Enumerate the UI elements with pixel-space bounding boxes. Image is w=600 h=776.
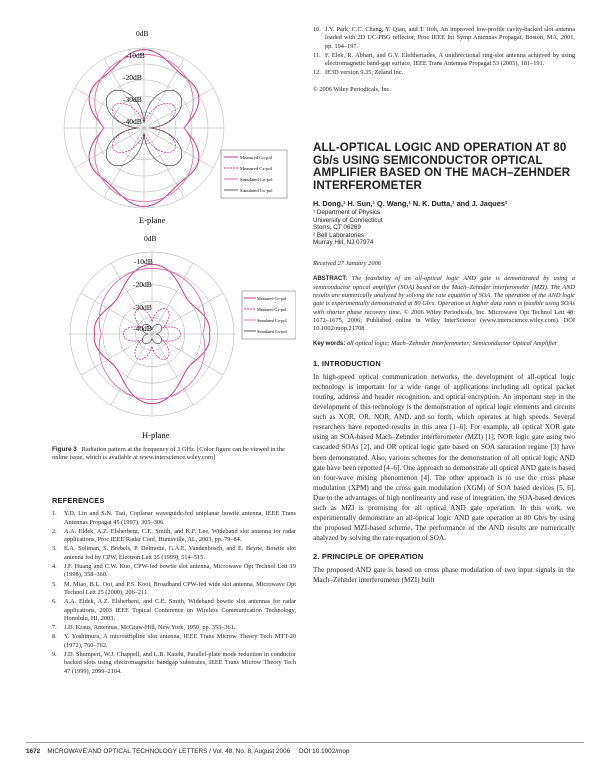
affiliation-line: ² Bell Laboratories bbox=[313, 231, 365, 239]
reference-number: 12. bbox=[313, 69, 321, 77]
legend bbox=[221, 150, 287, 198]
reference-item bbox=[52, 581, 296, 598]
legend-measured-copol: Measured Co-pol bbox=[257, 296, 287, 301]
legend-simulated-cxpol: Simulated Cx-pol bbox=[257, 329, 287, 334]
db-label-20: -20dB bbox=[133, 280, 152, 289]
affiliation-line: Murray Hill, NJ 07974 bbox=[313, 239, 374, 246]
references-heading: REFERENCES bbox=[52, 496, 105, 505]
db-label-0: 0dB bbox=[136, 29, 149, 38]
reference-text: J.D. Kraus, Antennas, McGraw-Hill, New York, 1950, pp. 353–361. bbox=[64, 624, 236, 632]
affiliation-line: Storrs, CT 06269 bbox=[313, 224, 361, 232]
principle-text: The proposed AND gate is based on cross phase modulation of two input signals in the Mach–Zehnder interferometer (MZI) built bbox=[313, 566, 575, 585]
e-plane-radiation-plot bbox=[26, 26, 296, 226]
reference-text: F. Elek, R. Abhari, and G.V. Eleftheriades, A unidirectional ring-slot antenna achieved by using electromagnetic band-gap surface, IEEE Trans Antennas Propagat 53 (2005), 181–191. bbox=[325, 51, 575, 68]
reference-number: 5. bbox=[52, 580, 57, 588]
reference-item bbox=[52, 624, 296, 632]
db-label-40: -40dB bbox=[133, 324, 152, 333]
reference-item bbox=[313, 52, 575, 69]
e-plane-label: E-plane bbox=[139, 215, 166, 225]
reference-text: A.A. Eldek, A.Z. Elsherbeni, and C.E. Smith, Wideband bowtie slot antennas for radar applications, 2003 IEEE Topical Conference on Wireless Communication Technology, Honolulu, HI, 2003. bbox=[64, 598, 296, 622]
affiliations bbox=[313, 209, 575, 246]
abstract-text: The feasibility of an all-optical logic AND gate is demonstrated by using a semiconductor optical amplifier (SOA) based on the Mach–Zehnder interferometer (MZI). The AND results are numerically analyzed by solving the rate equation of SOA. The operation of the AND logic gate is experimentally demonstrated at 80 Gb/s. Operation at higher data rates is feasible using SOAs with shorter phase recovery time. bbox=[313, 275, 575, 316]
legend-simulated-cxpol: Simulated Cx-pol bbox=[240, 188, 273, 193]
keywords-text: all optical logic; Mach–Zehnder Interferometer; Semiconductor Optical Amplifier bbox=[346, 340, 558, 348]
reference-item bbox=[313, 26, 575, 51]
authors: H. Dong,¹ H. Sun,¹ Q. Wang,¹ N. K. Dutta,¹ and J. Jaques² bbox=[313, 199, 508, 209]
db-label-30: -30dB bbox=[123, 95, 142, 104]
legend-measured-copol: Measured Co-pol bbox=[240, 155, 273, 160]
reference-text: IE3D version 9.35, Zeland Inc. bbox=[325, 69, 404, 77]
intro-heading: 1. INTRODUCTION bbox=[313, 358, 381, 368]
abstract bbox=[313, 275, 575, 333]
reference-item bbox=[52, 545, 296, 562]
legend-simulated-copol: Simulated Co-pol bbox=[257, 318, 287, 323]
affiliation-line: University of Connecticut bbox=[313, 216, 383, 224]
journal-name: MICROWAVE AND OPTICAL TECHNOLOGY LETTERS / Vol. 48, No. 8, August 2006 bbox=[47, 748, 291, 755]
reference-number: 9. bbox=[52, 651, 57, 659]
reference-text: M. Miao, B.L. Ooi, and P.S. Kooi, Broadband CPW-fed wide slot antenna, Microwave Opt Technol Lett 25 (2000), 206–211. bbox=[64, 580, 296, 596]
reference-text: E.A. Soliman, S. Brebels, P. Delmotte, G.A.E. Vandenbosch, and E. Beyne, Bowtie slot antenna fed by CPW, Electron Lett 35 (1999), 514–515. bbox=[64, 545, 296, 561]
page-number: 1672 bbox=[26, 748, 41, 755]
legend-measured-cxpol: Measured Cx-pol bbox=[257, 307, 287, 312]
references-left bbox=[52, 497, 296, 677]
affiliation-line: ¹ Department of Physics bbox=[313, 209, 381, 217]
reference-item bbox=[52, 563, 296, 580]
db-label-20: -20dB bbox=[123, 73, 142, 82]
references-right bbox=[313, 26, 575, 94]
principle-heading: 2. PRINCIPLE OF OPERATION bbox=[313, 552, 424, 562]
reference-item bbox=[313, 69, 575, 77]
legend bbox=[242, 291, 296, 339]
article bbox=[313, 142, 575, 586]
reference-text: J.D. Shumpert, W.J. Chappell, and L.B. Katehi, Parallel-plate mode reduction in conductor backed slots using electromagnetic bandgap substrates, IEEE Trans Microw Theory Tech 47 (1999), 2099–2104. bbox=[64, 651, 296, 675]
db-label-10: -10dB bbox=[134, 257, 153, 266]
reference-number: 7. bbox=[52, 624, 57, 632]
reference-number: 8. bbox=[52, 633, 57, 641]
abstract-tail: © 2006 Wiley Periodicals, Inc. Microwave Opt Technol Lett 48: 1672–1675, 2006; Published online in Wiley InterScience (www.interscience.wiley.com). DOI 10.1002/mop.21708 bbox=[313, 308, 575, 333]
article-title: ALL-OPTICAL LOGIC AND OPERATION AT 80 Gb/s USING SEMICONDUCTOR OPTICAL AMPLIFIER BASED ON THE MACH–ZEHNDER INTERFEROMETER bbox=[313, 141, 571, 192]
keywords bbox=[313, 340, 575, 348]
db-label-10: -10dB bbox=[126, 51, 145, 60]
reference-item bbox=[52, 598, 296, 623]
intro-text: In high-speed optical communication networks, the development of all-optical logic technology is important for a wide range of applications including all optical packet routing, address and header recognition, and optical encryption. An important step in the development of this technology is the demonstration of optical logic elements and circuits such as XOR, OR, NOR, AND, and so forth, which operates at high speeds. Several researchers have reported results in this area [1–6]. For example, all optical XOR gate using an SOA-based Mach–Zehnder interferometer (MZI) [1], NOR logic gate using two cascaded SOAs [2], and OR optical logic gate based on SOA saturation regime [3] have been demonstrated. Also, various schemes for the demonstration of all optical logic AND gate have been reported [4–6]. One approach to demonstrate all optical AND gate is based on four-wave mixing phenomenon [4]. The other approach is to use the cross phase modulation (XPM) and the cross gain modulation (XGM) of SOA based devices [5, 6]. Due to the advantages of high nonlinearity and ease of integration, the SOA-based devices such as MZI is promising for all optical AND gate operation. In this work, we experimentally demonstrate an all-optical logic AND gate operation at 80 Gb/s by using the proposed MZI-based scheme. The performance of the AND results are numerically analyzed by solving the rate equation of SOA. bbox=[313, 372, 575, 543]
reference-number: 6. bbox=[52, 598, 57, 606]
db-label-40: -40dB bbox=[123, 117, 142, 126]
reference-number: 3. bbox=[52, 545, 57, 553]
db-label-0: 0dB bbox=[144, 234, 157, 243]
reference-text: Y. Yoshimura, A microstripline slot antenna, IEEE Trans Microw Theory Tech MTT-20 (1972), 760–762. bbox=[64, 633, 296, 649]
reference-number: 11. bbox=[313, 51, 321, 59]
keywords-label: Key words: bbox=[313, 341, 346, 348]
footer-rule bbox=[26, 742, 584, 743]
legend-measured-cxpol: Measured Cx-pol bbox=[240, 166, 273, 171]
reference-item bbox=[52, 510, 296, 527]
figure-3 bbox=[26, 26, 296, 446]
legend-simulated-copol: Simulated Co-pol bbox=[240, 177, 273, 182]
reference-text: J.F. Huang and C.W. Kuo, CPW-fed bowtie slot antenna, Microwave Opt Technol Lett 19 (1998), 358–360. bbox=[64, 563, 296, 579]
copyright-previous: © 2006 Wiley Periodicals, Inc. bbox=[313, 85, 391, 93]
reference-number: 4. bbox=[52, 563, 57, 571]
reference-item bbox=[52, 528, 296, 545]
reference-text: Y.D. Lin and S.N. Tsai, Coplanar waveguide-fed uniplanar bowtie antenna, IEEE Trans Antennas Propagat 45 (1997), 305–306. bbox=[64, 510, 296, 526]
page-footer bbox=[26, 748, 586, 755]
reference-number: 10. bbox=[313, 26, 321, 33]
doi: DOI 10.1002/mop bbox=[299, 748, 350, 755]
reference-text: A.A. Eldek, A.Z. Elsherbeni, C.E. Smith, and K.F. Lee, Wideband slot antenna for radar applications, Proc IEEE Radar Conf, Huntsville, AL, 2003, pp. 79–84. bbox=[64, 527, 296, 544]
caption-text: Radiation pattern at the frequency of 3 GHz. [Color figure can be viewed in the online issue, which is available at www.interscience.wiley.com] bbox=[52, 446, 285, 462]
figure-caption bbox=[52, 446, 296, 463]
db-label-30: -30dB bbox=[133, 303, 152, 312]
h-plane-radiation-plot bbox=[26, 231, 296, 441]
received-date: Received 27 January 2006 bbox=[313, 260, 381, 268]
reference-item bbox=[52, 651, 296, 676]
abstract-label: ABSTRACT: bbox=[313, 276, 348, 283]
reference-number: 2. bbox=[52, 527, 57, 535]
reference-text: J.Y. Park, C.C. Chang, Y. Qian, and T. Itoh, An improved low-profile cavity-backed slot antenna loaded with 2D UC-PBG reflector, Proc IEEE Int Symp Antennas Propagat, Boston, MA, 2001, pp. 194–197. bbox=[325, 26, 575, 50]
reference-item bbox=[52, 633, 296, 650]
h-plane-label: H-plane bbox=[142, 430, 170, 440]
caption-label: Figure 3 bbox=[52, 446, 77, 453]
reference-number: 1. bbox=[52, 510, 57, 518]
